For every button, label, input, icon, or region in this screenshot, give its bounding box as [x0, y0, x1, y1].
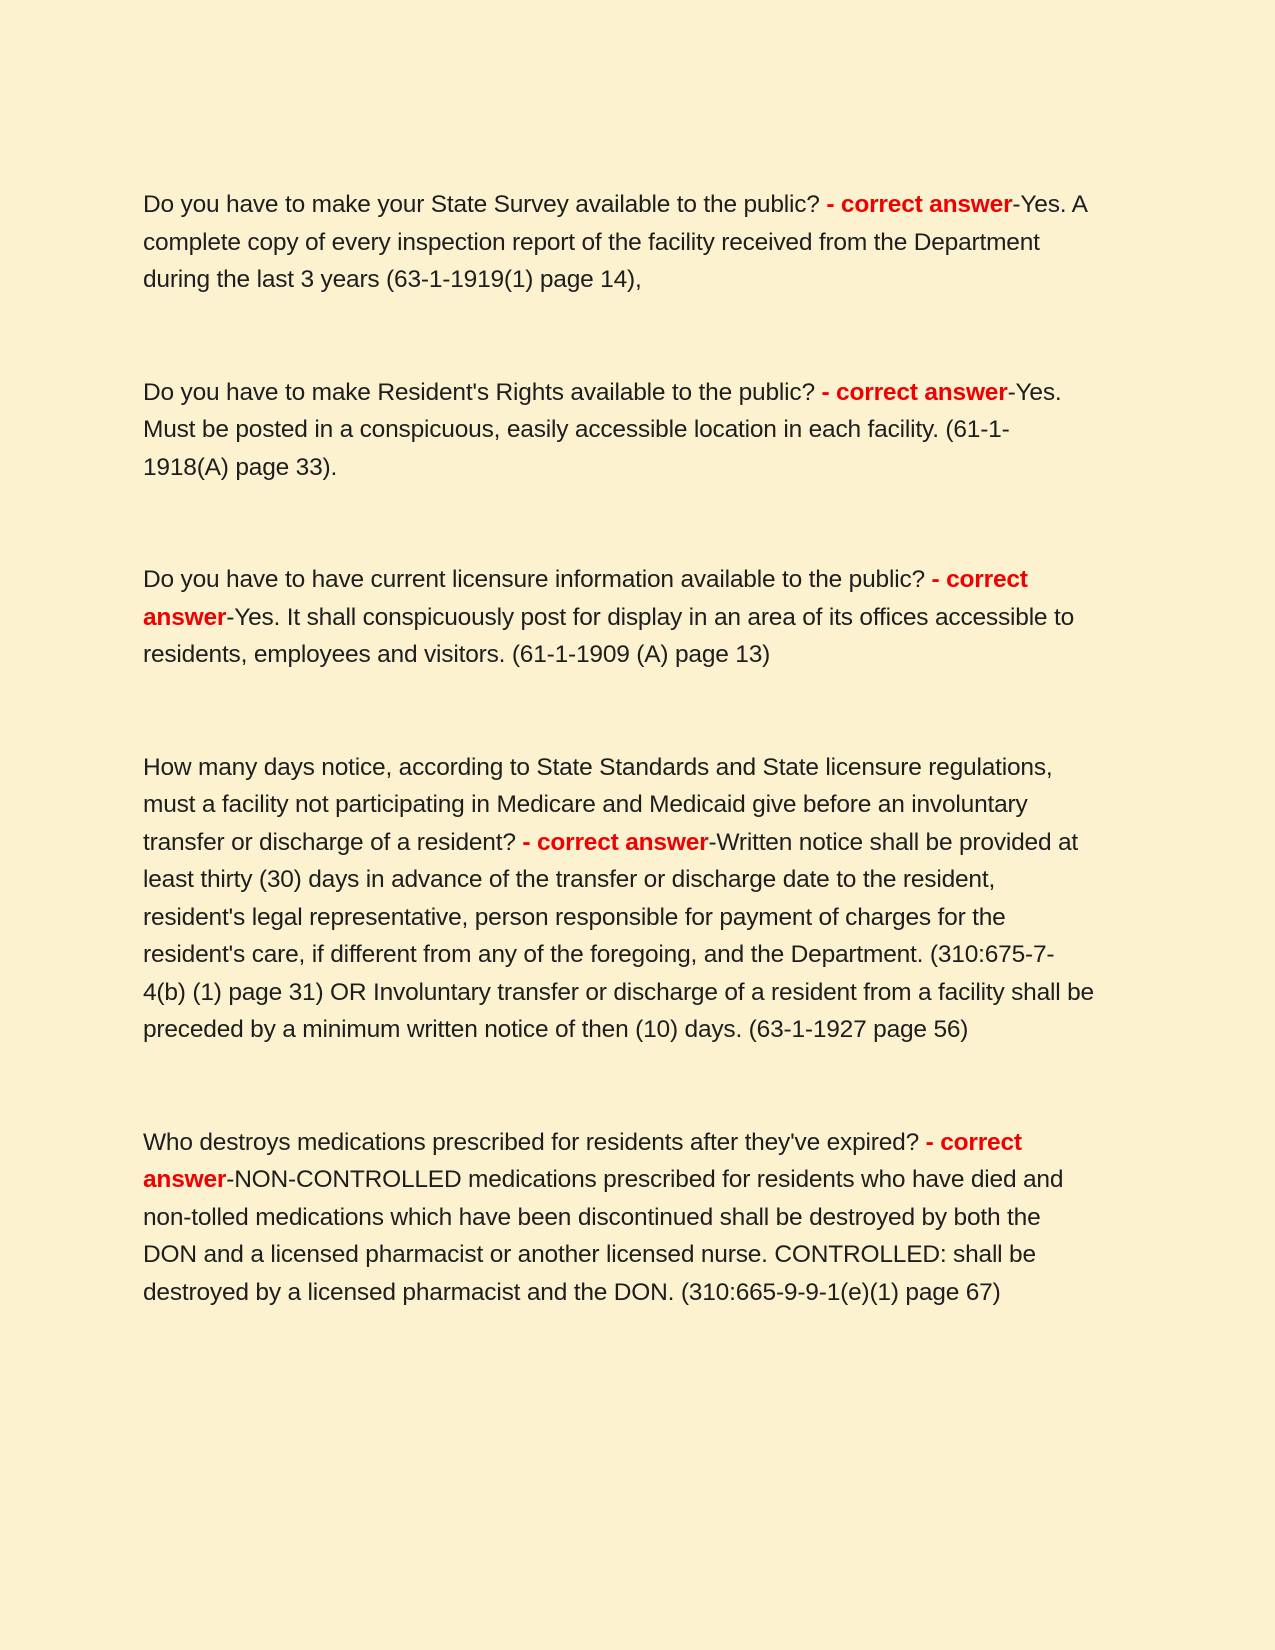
qa-text: How many days notice, according to State Standards and State licensure regulations, must a facility not participating in Medicare and Medicaid give before an involuntary transfer or discharge of a resident? — [143, 753, 1053, 856]
qa-text: Do you have to have current licensure information available to the public? — [143, 566, 932, 593]
qa-text: Do you have to make Resident's Rights available to the public? — [143, 378, 822, 406]
correct-answer-label: - correct answer — [143, 1128, 1022, 1193]
qa-content — [143, 186, 1095, 1311]
qa-text: -NON-CONTROLLED medications prescribed for residents who have died and non-tolled medications which have been discontinued shall be destroyed by both the DON and a licensed pharmacist or another licensed nurse. CONTROLLED: shall be destroyed by a licensed pharmacist and the DON. (310:665-9-9-1(e)(1) page 67) — [143, 1166, 1064, 1306]
correct-answer-label: - correct answer — [143, 566, 1028, 631]
qa-paragraph — [143, 749, 1095, 1049]
qa-text: -Written notice shall be provided at least thirty (30) days in advance of the transfer or discharge date to the resident, resident's legal representative, person responsible for payment of charges for the resident's care, if different from any of the foregoing, and the Department. (310:675-7-4(b) (1) page 31) OR Involuntary transfer or discharge of a resident from a facility shall be preceded by a minimum written notice of then (10) days. (63-1-1927 page 56) — [143, 828, 1094, 1043]
qa-text: -Yes. Must be posted in a conspicuous, easily accessible location in each facility. (61-1-1918(A) page 33). — [143, 378, 1062, 481]
correct-answer-label: - correct answer — [826, 191, 1013, 218]
qa-text: Do you have to make your State Survey available to the public? — [143, 191, 827, 218]
qa-paragraph — [143, 1124, 1095, 1312]
correct-answer-label: - correct answer — [821, 378, 1008, 406]
qa-text: Who destroys medications prescribed for residents after they've expired? — [143, 1128, 926, 1156]
correct-answer-label: - correct answer — [522, 828, 709, 856]
qa-paragraph — [143, 561, 1095, 674]
qa-paragraph — [143, 186, 1095, 299]
qa-text: -Yes. It shall conspicuously post for display in an area of its offices accessible to residents, employees and visitors. (61-1-1909 (A) page 13) — [143, 603, 1074, 668]
qa-text: -Yes. A complete copy of every inspection report of the facility received from the Department during the last 3 years (63-1-1919(1) page 14), — [143, 191, 1087, 293]
qa-paragraph — [143, 374, 1095, 487]
